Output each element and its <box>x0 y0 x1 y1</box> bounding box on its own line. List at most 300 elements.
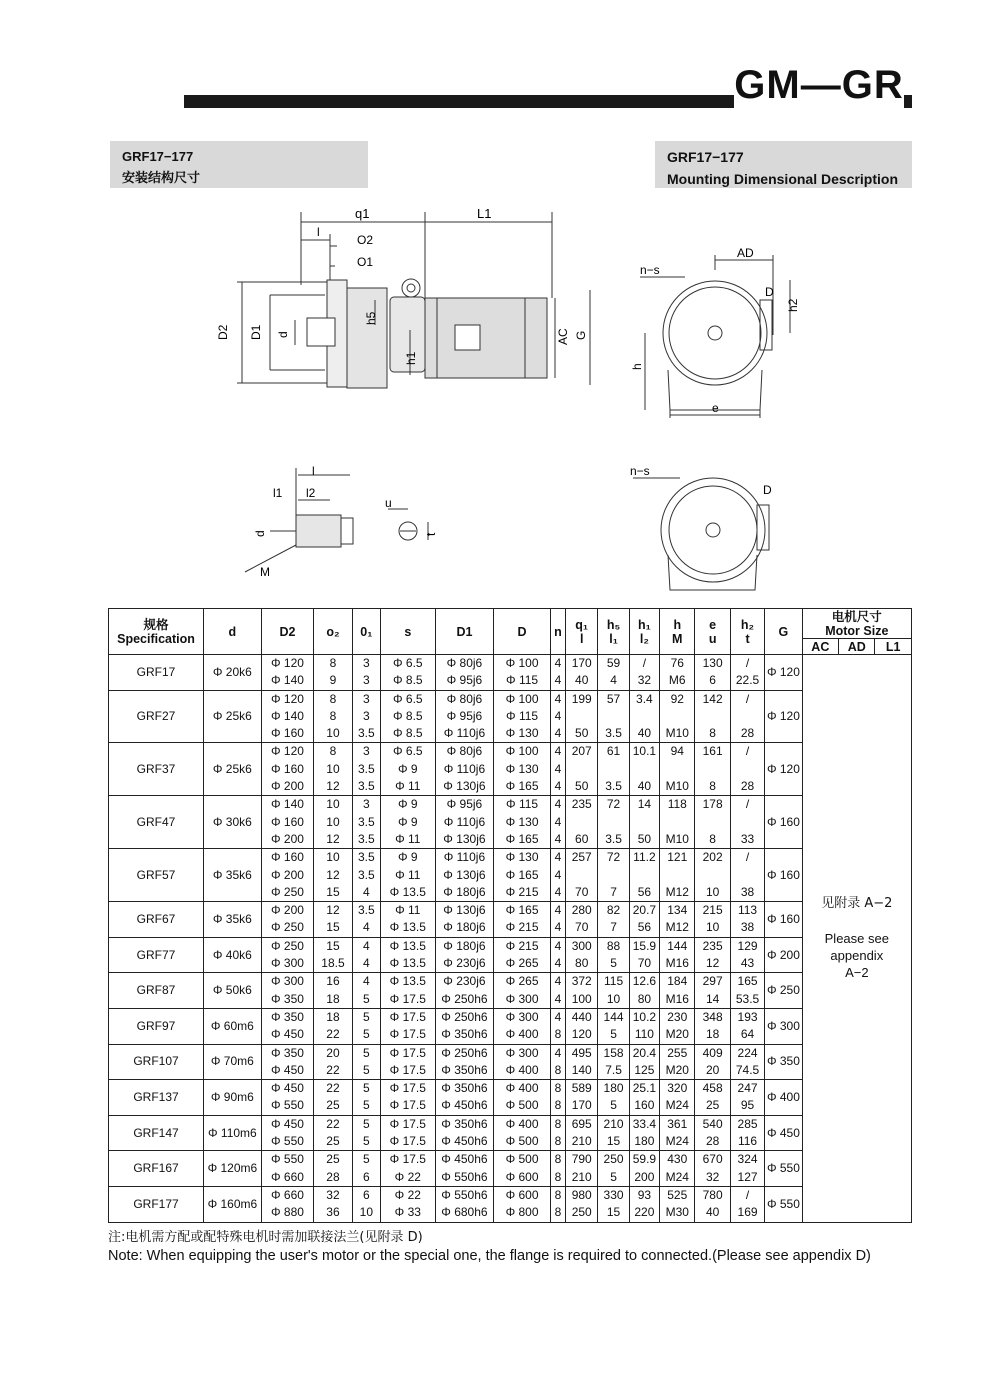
cell-q1-line: 250 <box>571 1205 592 1220</box>
cell-D1 <box>435 796 494 849</box>
cell-D1-line: Φ 230j6 <box>443 974 486 989</box>
cell-s <box>381 1186 436 1222</box>
cell-spec: GRF97 <box>109 1008 204 1044</box>
cell-s <box>381 743 436 796</box>
col-h1-top: h₁ <box>637 617 651 632</box>
cell-h1-line: 56 <box>637 884 652 899</box>
cell-h1-line: 56 <box>637 920 652 935</box>
cell-h-line <box>660 814 694 831</box>
cell-o2-line: 22 <box>326 1062 340 1077</box>
cell-G: Φ 550 <box>765 1151 802 1187</box>
cell-n-line: 4 <box>554 974 562 989</box>
cell-e-line: 18 <box>705 1027 720 1042</box>
cell-o2-line: 18 <box>326 1009 340 1024</box>
cell-o1-line: 5 <box>363 1027 370 1042</box>
cell-n <box>550 1080 565 1116</box>
cell-q1 <box>566 1044 598 1080</box>
cell-o1-line: 5 <box>363 1116 370 1131</box>
label-h1: h1 <box>404 351 418 365</box>
cell-e-line: 25 <box>705 1098 720 1113</box>
cell-D <box>494 1044 551 1080</box>
cell-q1-line: 440 <box>571 1009 592 1024</box>
cell-h-line: M10 <box>665 779 689 794</box>
cell-s-line: Φ 9 <box>398 814 418 829</box>
label-l2: l2 <box>306 486 316 500</box>
label-D2: D2 <box>216 324 230 340</box>
col-spec-en: Specification <box>117 631 195 646</box>
cell-h5 <box>598 690 629 743</box>
cell-D <box>494 743 551 796</box>
cell-D <box>494 690 551 743</box>
table-row <box>109 937 912 973</box>
cell-h1 <box>629 849 659 902</box>
cell-h-line <box>660 867 694 884</box>
cell-D-line: Φ 165 <box>505 831 539 846</box>
cell-D-line: Φ 300 <box>505 991 539 1006</box>
cell-D1-line: Φ 110j6 <box>443 726 486 741</box>
cell-s <box>381 655 436 691</box>
cell-h2-line: 33 <box>740 831 755 846</box>
cell-o2-line: 8 <box>329 691 337 706</box>
cell-e-line: 8 <box>709 726 716 741</box>
cell-n-line: 8 <box>554 1205 562 1220</box>
cell-D-line: Φ 500 <box>505 1134 539 1149</box>
cell-o1-line: 4 <box>363 938 370 953</box>
cell-D1 <box>435 849 494 902</box>
cell-n-line: 8 <box>554 1152 562 1167</box>
cell-G: Φ 400 <box>765 1080 802 1116</box>
cell-D-line: Φ 130 <box>505 726 539 741</box>
cell-D-line: Φ 130 <box>505 761 539 776</box>
cell-h2 <box>730 1115 764 1151</box>
cell-h5-line: 15 <box>606 1205 621 1220</box>
cell-s <box>381 937 436 973</box>
cell-q1-line <box>566 814 597 831</box>
cell-q1-line: 790 <box>571 1152 592 1167</box>
cell-h <box>660 1044 695 1080</box>
cell-h1-line: 80 <box>637 991 652 1006</box>
cell-D-line: Φ 600 <box>505 1169 539 1184</box>
cell-o1-line: 3 <box>363 673 370 688</box>
cell-D2-line: Φ 450 <box>271 1027 304 1042</box>
cell-h1-line <box>630 814 659 831</box>
cell-h2-line: 74.5 <box>735 1062 760 1077</box>
cell-D-line: Φ 265 <box>505 974 539 989</box>
cell-h-line: 134 <box>667 903 688 918</box>
cell-D2-line: Φ 450 <box>271 1116 304 1131</box>
cell-D <box>494 849 551 902</box>
cell-o1 <box>352 796 380 849</box>
cell-o2 <box>314 1008 352 1044</box>
cell-q1 <box>566 902 598 938</box>
cell-h-line <box>660 708 694 725</box>
cell-D2-line: Φ 250 <box>271 938 304 953</box>
cell-o1-line: 4 <box>363 974 370 989</box>
label-t: t <box>424 532 438 536</box>
cell-D-line: Φ 165 <box>505 779 539 794</box>
cell-D2 <box>261 690 314 743</box>
cell-s-line: Φ 13.5 <box>389 938 426 953</box>
cell-D-line: Φ 115 <box>506 797 539 812</box>
cell-q1-line: 70 <box>575 884 589 899</box>
cell-D1-line: Φ 250h6 <box>441 991 488 1006</box>
cell-s-line: Φ 17.5 <box>389 1134 426 1149</box>
cell-h2-line <box>731 814 764 831</box>
cell-G: Φ 160 <box>765 796 802 849</box>
cell-D <box>494 1115 551 1151</box>
label-u: u <box>385 496 392 510</box>
cell-D1-line: Φ 95j6 <box>446 708 483 723</box>
cell-D1-line: Φ 450h6 <box>441 1098 488 1113</box>
cell-o1-line: 3.5 <box>358 850 375 865</box>
cell-h2-line: 28 <box>740 779 755 794</box>
cell-D2 <box>261 743 314 796</box>
cell-h-line: M20 <box>665 1062 689 1077</box>
cell-h5 <box>598 1186 629 1222</box>
cell-o2-line: 18.5 <box>321 956 345 971</box>
cell-e-line: 235 <box>702 938 723 953</box>
cell-h <box>660 690 695 743</box>
table-row <box>109 1008 912 1044</box>
cell-D2 <box>261 1115 314 1151</box>
section-panel-en <box>655 141 912 188</box>
col-o1: 0₁ <box>352 609 380 655</box>
cell-q1-line: 280 <box>571 903 592 918</box>
cell-h5 <box>598 973 629 1009</box>
cell-h1 <box>629 655 659 691</box>
cell-e-line: 130 <box>702 656 723 670</box>
cell-h-line: M24 <box>665 1169 689 1184</box>
table-row <box>109 973 912 1009</box>
cell-e-line: 40 <box>705 1205 720 1220</box>
cell-q1 <box>566 973 598 1009</box>
cell-h2-line: / <box>745 691 750 706</box>
cell-o2-line: 8 <box>329 708 337 723</box>
cell-h5-line: 158 <box>603 1045 624 1060</box>
cell-d: Φ 160m6 <box>204 1186 262 1222</box>
cell-s-line: Φ 17.5 <box>389 1116 426 1131</box>
cell-h-line: 255 <box>667 1045 688 1060</box>
cell-q1-line: 140 <box>571 1062 592 1077</box>
cell-h2-line: 95 <box>740 1098 755 1113</box>
cell-h2-line: / <box>745 656 750 670</box>
cell-h2 <box>730 796 764 849</box>
cell-o2-line: 9 <box>329 673 337 688</box>
cell-q1-line: 50 <box>575 726 589 741</box>
cell-D <box>494 1008 551 1044</box>
motor-note-line: appendix <box>830 948 884 964</box>
cell-o2-line: 36 <box>326 1205 340 1220</box>
cell-d: Φ 35k6 <box>204 849 262 902</box>
cell-o1 <box>352 902 380 938</box>
cell-n-line: 4 <box>554 708 562 723</box>
cell-e <box>695 1151 730 1187</box>
table-row <box>109 1080 912 1116</box>
cell-D1-line: Φ 250h6 <box>441 1045 488 1060</box>
cell-o1 <box>352 1080 380 1116</box>
cell-o2-line: 22 <box>326 1116 340 1131</box>
cell-h-line: M20 <box>665 1027 689 1042</box>
cell-spec: GRF67 <box>109 902 204 938</box>
cell-D-line: Φ 400 <box>505 1027 539 1042</box>
cell-h2 <box>730 849 764 902</box>
cell-s <box>381 690 436 743</box>
cell-D2-line: Φ 450 <box>271 1062 304 1077</box>
cell-e-line <box>695 814 729 831</box>
cell-q1-line: 199 <box>571 691 592 706</box>
cell-D1-line: Φ 550h6 <box>441 1187 488 1202</box>
cell-s-line: Φ 9 <box>398 761 418 776</box>
cell-e <box>695 1186 730 1222</box>
cell-h1-line: 220 <box>634 1205 655 1220</box>
cell-o1-line: 3.5 <box>358 761 375 776</box>
cell-h5-line <box>598 761 628 778</box>
cell-h-line: 361 <box>667 1116 688 1131</box>
cell-s-line: Φ 6.5 <box>393 656 423 670</box>
motor-note-line: 见附录 A−2 <box>821 896 893 912</box>
cell-spec: GRF167 <box>109 1151 204 1187</box>
cell-s <box>381 796 436 849</box>
col-e-top: e <box>709 617 717 632</box>
cell-D1 <box>435 1044 494 1080</box>
cell-n-line: 4 <box>554 656 562 670</box>
cell-q1 <box>566 1115 598 1151</box>
cell-G: Φ 250 <box>765 973 802 1009</box>
cell-s-line: Φ 17.5 <box>389 1045 426 1060</box>
cell-e <box>695 655 730 691</box>
cell-o1-line: 10 <box>359 1205 374 1220</box>
cell-spec: GRF57 <box>109 849 204 902</box>
cell-s-line: Φ 17.5 <box>389 1027 426 1042</box>
col-h <box>660 609 695 655</box>
cell-n <box>550 796 565 849</box>
cell-q1-line: 100 <box>571 991 592 1006</box>
cell-e-line: 670 <box>702 1152 723 1167</box>
cell-h2-line: / <box>745 744 750 759</box>
cell-o2-line: 22 <box>326 1081 340 1096</box>
cell-o1-line: 5 <box>363 1134 370 1149</box>
table-row <box>109 849 912 902</box>
cell-D2 <box>261 937 314 973</box>
cell-D <box>494 1151 551 1187</box>
panel-model-range: GRF17−177 <box>122 149 194 164</box>
cell-q1 <box>566 655 598 691</box>
cell-o2 <box>314 690 352 743</box>
cell-h5-line: 115 <box>603 974 624 989</box>
label-D1: D1 <box>249 324 263 340</box>
cell-s <box>381 1151 436 1187</box>
cell-D1-line: Φ 230j6 <box>443 956 486 971</box>
cell-o2-line: 18 <box>326 991 340 1006</box>
cell-D2-line: Φ 160 <box>271 850 304 865</box>
cell-e-line: 6 <box>709 673 716 688</box>
cell-o2 <box>314 743 352 796</box>
cell-D2-line: Φ 450 <box>271 1081 304 1096</box>
cell-n <box>550 1115 565 1151</box>
cell-h2-line: 38 <box>740 920 755 935</box>
cell-n-line: 8 <box>554 1081 562 1096</box>
cell-e-line <box>695 761 729 778</box>
cell-h5-line: 210 <box>603 1116 624 1131</box>
cell-e <box>695 1044 730 1080</box>
cell-o1-line: 3 <box>363 744 370 759</box>
cell-s-line: Φ 22 <box>394 1169 421 1184</box>
cell-D-line: Φ 400 <box>505 1062 539 1077</box>
cell-s-line: Φ 8.5 <box>393 726 423 741</box>
col-h5-top: h₅ <box>606 617 621 632</box>
cell-d: Φ 25k6 <box>204 743 262 796</box>
cell-q1-line: 210 <box>571 1134 592 1149</box>
col-G: G <box>765 609 802 655</box>
cell-h1-line: 12.6 <box>632 974 657 989</box>
cell-d: Φ 60m6 <box>204 1008 262 1044</box>
cell-D-line: Φ 130 <box>505 850 539 865</box>
spec-table <box>108 608 912 1223</box>
cell-D-line: Φ 100 <box>505 656 539 670</box>
cell-o1-line: 5 <box>363 1098 370 1113</box>
note-english: Note: When equipping the user's motor or the special one, the flange is required to connected.(Please see appendix D) <box>108 1248 871 1264</box>
cell-q1-line: 207 <box>571 744 592 759</box>
cell-e <box>695 973 730 1009</box>
col-h1-bot: l₂ <box>639 631 649 646</box>
cell-n-line: 4 <box>554 779 562 794</box>
cell-e <box>695 937 730 973</box>
cell-D1-line: Φ 350h6 <box>441 1062 488 1077</box>
cell-n-line: 4 <box>554 726 562 741</box>
cell-s-line: Φ 13.5 <box>389 974 426 989</box>
cell-h1-line: 93 <box>637 1187 652 1202</box>
cell-e-line: 202 <box>702 850 723 865</box>
label-h5: h5 <box>364 311 378 325</box>
cell-h2 <box>730 1151 764 1187</box>
motor-note-line: A−2 <box>845 965 869 981</box>
cell-d: Φ 50k6 <box>204 973 262 1009</box>
cell-q1-line: 300 <box>571 938 592 953</box>
cell-D2-line: Φ 250 <box>271 884 304 899</box>
cell-q1 <box>566 937 598 973</box>
cell-D2-line: Φ 140 <box>271 708 304 723</box>
cell-s-line: Φ 33 <box>394 1205 421 1220</box>
cell-h5-line: 72 <box>606 797 621 812</box>
col-e <box>695 609 730 655</box>
col-h1 <box>629 609 659 655</box>
label-shaft-d: d <box>253 530 267 537</box>
table-row <box>109 690 912 743</box>
section-panel-cn <box>110 141 368 188</box>
cell-q1 <box>566 849 598 902</box>
motor-note-line: Please see <box>824 931 889 947</box>
cell-o1 <box>352 690 380 743</box>
cell-n-line: 4 <box>554 814 562 829</box>
label-o1: O1 <box>357 255 374 269</box>
cell-h-line: M30 <box>665 1205 689 1220</box>
label-o2: O2 <box>357 233 374 247</box>
cell-G: Φ 120 <box>765 655 802 691</box>
cell-o2-line: 22 <box>326 1027 340 1042</box>
cell-D <box>494 937 551 973</box>
col-h-bot: M <box>672 631 683 646</box>
cell-h1 <box>629 1115 659 1151</box>
cell-h2-line: 43 <box>740 956 755 971</box>
cell-h2 <box>730 1008 764 1044</box>
cell-D2-line: Φ 550 <box>271 1134 304 1149</box>
cell-q1-line: 60 <box>575 831 589 846</box>
cell-D1 <box>435 1008 494 1044</box>
cell-o2-line: 12 <box>326 867 340 882</box>
cell-D <box>494 1186 551 1222</box>
cell-o1-line: 6 <box>363 1187 370 1202</box>
front-view-drawing <box>625 240 815 420</box>
label-l1: l1 <box>273 486 283 500</box>
cell-o1-line: 4 <box>363 956 370 971</box>
label-d: d <box>276 331 290 338</box>
cell-D2-line: Φ 160 <box>271 761 304 776</box>
cell-D1 <box>435 743 494 796</box>
cell-G: Φ 160 <box>765 849 802 902</box>
cell-h5-line <box>598 708 628 725</box>
cell-e <box>695 690 730 743</box>
cell-q1 <box>566 1151 598 1187</box>
label-h: h <box>630 363 644 370</box>
cell-h1-line: 40 <box>637 779 652 794</box>
cell-o2-line: 15 <box>326 938 340 953</box>
col-q1-bot: l <box>579 631 584 646</box>
cell-D1 <box>435 1115 494 1151</box>
cell-D-line: Φ 100 <box>505 744 539 759</box>
cell-D-line: Φ 115 <box>506 708 539 723</box>
cell-d: Φ 120m6 <box>204 1151 262 1187</box>
col-q1 <box>566 609 598 655</box>
cell-o2-line: 10 <box>326 761 340 776</box>
cell-D2-line: Φ 550 <box>271 1152 304 1167</box>
cell-n-line: 4 <box>554 831 562 846</box>
cell-o2-line: 12 <box>326 903 340 918</box>
cell-s-line: Φ 11 <box>395 867 421 882</box>
cell-h5-line: 7 <box>610 884 617 899</box>
cell-D2-line: Φ 250 <box>271 920 304 935</box>
cell-q1-line: 257 <box>571 850 592 865</box>
cell-e-line: 28 <box>705 1134 720 1149</box>
cell-n <box>550 690 565 743</box>
cell-q1 <box>566 1186 598 1222</box>
cell-q1 <box>566 690 598 743</box>
table-row <box>109 1186 912 1222</box>
motor-size-note <box>802 655 911 1223</box>
cell-D2-line: Φ 200 <box>271 903 304 918</box>
cell-D2 <box>261 1008 314 1044</box>
cell-o1-line: 3 <box>363 691 370 706</box>
cell-h-line: 525 <box>667 1187 688 1202</box>
cell-o2-line: 10 <box>326 850 340 865</box>
cell-D <box>494 655 551 691</box>
cell-h1-line <box>630 867 659 884</box>
cell-h1 <box>629 1044 659 1080</box>
col-h2-top: h₂ <box>740 617 755 632</box>
cell-h2 <box>730 743 764 796</box>
cell-h1-line: 20.7 <box>632 903 657 918</box>
cell-D1-line: Φ 95j6 <box>446 673 483 688</box>
cell-D2 <box>261 796 314 849</box>
cell-e <box>695 1080 730 1116</box>
cell-h <box>660 1008 695 1044</box>
cell-h5-line: 5 <box>610 1027 617 1042</box>
col-s: s <box>381 609 436 655</box>
cell-o2-line: 10 <box>326 726 340 741</box>
cell-o2-line: 15 <box>326 884 340 899</box>
panel-model-range: GRF17−177 <box>667 149 744 165</box>
cell-s-line: Φ 17.5 <box>389 1081 426 1096</box>
cell-D2-line: Φ 350 <box>271 1045 304 1060</box>
